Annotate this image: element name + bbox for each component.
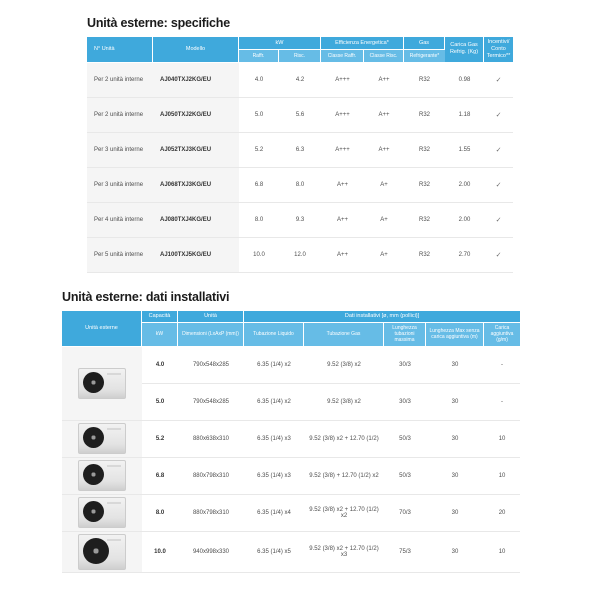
cell-max-no-charge: 30 xyxy=(426,347,484,384)
cell-dimensions: 790x548x285 xyxy=(178,347,244,384)
table-row xyxy=(62,495,520,532)
cell-model: AJ080TXJ4KG/EU xyxy=(153,203,239,238)
cell-units: Per 2 unità interne xyxy=(87,98,153,133)
cell-gas: R32 xyxy=(404,238,445,273)
cell-gas: R32 xyxy=(404,203,445,238)
cell-units: Per 5 unità interne xyxy=(87,238,153,273)
cell-max-length: 30/3 xyxy=(384,347,426,384)
cell-class-cool: A++ xyxy=(321,203,364,238)
cell-extra-charge: - xyxy=(484,347,520,384)
column-header-install-group: Dati installativi [ø, mm (pollici)] xyxy=(244,311,520,323)
table-row xyxy=(87,238,513,273)
cell-class-cool: A+++ xyxy=(321,133,364,168)
table-row xyxy=(87,98,513,133)
column-header-kw: kW xyxy=(239,37,321,50)
cell-gas: R32 xyxy=(404,63,445,98)
column-header-outdoor-unit: Unità esterne xyxy=(62,311,142,347)
cell-class-cool: A+++ xyxy=(321,98,364,133)
outdoor-unit-image xyxy=(78,423,126,454)
cell-gas-pipe: 9.52 (3/8) x2 + 12.70 (1/2) x3 xyxy=(304,532,384,573)
cell-max-length: 70/3 xyxy=(384,495,426,532)
cell-capacity: 5.2 xyxy=(142,421,178,458)
incentive-check: ✓ xyxy=(484,203,513,238)
table1-title: Unità esterne: specifiche xyxy=(87,16,230,30)
cell-class-cool: A+++ xyxy=(321,63,364,98)
cell-capacity: 8.0 xyxy=(142,495,178,532)
cell-unit-image xyxy=(62,458,142,495)
column-header-extra-charge: Carica aggiuntiva (g/m) xyxy=(484,323,520,347)
column-header-dimensions: Dimensioni (LxAxP (mm)) xyxy=(178,323,244,347)
cell-unit-image xyxy=(62,532,142,573)
column-header-capacity: Capacità xyxy=(142,311,178,323)
cell-unit-image xyxy=(62,347,142,421)
incentive-check: ✓ xyxy=(484,168,513,203)
column-header-gas-pipe: Tubazione Gas xyxy=(304,323,384,347)
column-header-refrigerant: Refrigerante* xyxy=(404,50,445,62)
cell-gas: R32 xyxy=(404,168,445,203)
table2-title: Unità esterne: dati installativi xyxy=(62,290,230,304)
cell-model: AJ100TXJ5KG/EU xyxy=(153,238,239,273)
cell-gas-pipe: 9.52 (3/8) + 12.70 (1/2) x2 xyxy=(304,458,384,495)
table-row xyxy=(87,168,513,203)
fan-icon xyxy=(83,464,104,485)
cell-charge: 2.70 xyxy=(445,238,484,273)
cell-dimensions: 880x638x310 xyxy=(178,421,244,458)
cell-max-length: 30/3 xyxy=(384,384,426,421)
cell-gas-pipe: 9.52 (3/8) x2 + 12.70 (1/2) x2 xyxy=(304,495,384,532)
cell-kw-heat: 8.0 xyxy=(279,168,321,203)
cell-extra-charge: 10 xyxy=(484,458,520,495)
cell-kw-heat: 4.2 xyxy=(279,63,321,98)
cell-class-heat: A+ xyxy=(364,168,404,203)
cell-max-no-charge: 30 xyxy=(426,384,484,421)
cell-liquid-pipe: 6.35 (1/4) x3 xyxy=(244,458,304,495)
cell-kw-cool: 10.0 xyxy=(239,238,279,273)
outdoor-unit-image xyxy=(78,497,126,528)
cell-kw-cool: 5.2 xyxy=(239,133,279,168)
column-header-charge: Carica Gas Refrig. (Kg) xyxy=(445,37,484,63)
cell-gas-pipe: 9.52 (3/8) x2 xyxy=(304,384,384,421)
cell-units: Per 4 unità interne xyxy=(87,203,153,238)
incentive-check: ✓ xyxy=(484,98,513,133)
outdoor-unit-image xyxy=(78,460,126,491)
cell-extra-charge: 20 xyxy=(484,495,520,532)
column-header-unit-group: Unità xyxy=(178,311,244,323)
cell-max-no-charge: 30 xyxy=(426,458,484,495)
table-row xyxy=(62,532,520,573)
table-row xyxy=(87,63,513,98)
cell-dimensions: 940x998x330 xyxy=(178,532,244,573)
incentive-check: ✓ xyxy=(484,133,513,168)
cell-max-no-charge: 30 xyxy=(426,532,484,573)
table-row xyxy=(62,347,520,384)
cell-liquid-pipe: 6.35 (1/4) x2 xyxy=(244,384,304,421)
cell-capacity: 5.0 xyxy=(142,384,178,421)
cell-class-heat: A++ xyxy=(364,133,404,168)
cell-liquid-pipe: 6.35 (1/4) x3 xyxy=(244,421,304,458)
table-dati-installativi xyxy=(62,311,520,573)
cell-kw-heat: 9.3 xyxy=(279,203,321,238)
column-header-class-heat: Classe Risc. xyxy=(364,50,404,62)
cell-charge: 0.98 xyxy=(445,63,484,98)
cell-charge: 1.55 xyxy=(445,133,484,168)
column-header-liquid-pipe: Tubazione Liquido xyxy=(244,323,304,347)
incentive-check: ✓ xyxy=(484,238,513,273)
cell-unit-image xyxy=(62,421,142,458)
column-header-model: Modello xyxy=(153,37,239,63)
cell-gas-pipe: 9.52 (3/8) x2 xyxy=(304,347,384,384)
fan-icon xyxy=(83,538,109,564)
cell-charge: 2.00 xyxy=(445,203,484,238)
column-header-max-length: Lunghezza tubazioni massima xyxy=(384,323,426,347)
cell-capacity: 4.0 xyxy=(142,347,178,384)
column-header-class-cool: Classe Raffr. xyxy=(321,50,364,62)
cell-liquid-pipe: 6.35 (1/4) x4 xyxy=(244,495,304,532)
cell-class-heat: A++ xyxy=(364,98,404,133)
cell-units: Per 3 unità interne xyxy=(87,168,153,203)
cell-dimensions: 790x548x285 xyxy=(178,384,244,421)
table-row xyxy=(62,421,520,458)
cell-gas: R32 xyxy=(404,133,445,168)
cell-dimensions: 880x798x310 xyxy=(178,458,244,495)
cell-units: Per 2 unità interne xyxy=(87,63,153,98)
cell-max-no-charge: 30 xyxy=(426,495,484,532)
cell-unit-image xyxy=(62,495,142,532)
cell-max-no-charge: 30 xyxy=(426,421,484,458)
cell-kw-heat: 5.6 xyxy=(279,98,321,133)
cell-charge: 1.18 xyxy=(445,98,484,133)
cell-class-heat: A+ xyxy=(364,238,404,273)
column-header-cool: Raffr. xyxy=(239,50,279,62)
column-header-max-no-charge: Lunghezza Max senza carica aggiuntiva (m) xyxy=(426,323,484,347)
cell-gas: R32 xyxy=(404,98,445,133)
cell-liquid-pipe: 6.35 (1/4) x2 xyxy=(244,347,304,384)
fan-icon xyxy=(83,501,104,522)
cell-dimensions: 880x798x310 xyxy=(178,495,244,532)
column-header-units: N° Unità xyxy=(87,37,153,63)
cell-max-length: 50/3 xyxy=(384,421,426,458)
cell-class-heat: A++ xyxy=(364,63,404,98)
cell-extra-charge: - xyxy=(484,384,520,421)
column-header-capacity-kw: kW xyxy=(142,323,178,347)
section-specifiche xyxy=(87,16,513,273)
cell-model: AJ068TXJ3KG/EU xyxy=(153,168,239,203)
cell-charge: 2.00 xyxy=(445,168,484,203)
table-row xyxy=(62,458,520,495)
incentive-check: ✓ xyxy=(484,63,513,98)
section-dati-installativi xyxy=(62,290,520,573)
fan-icon xyxy=(83,372,104,393)
cell-class-cool: A++ xyxy=(321,168,364,203)
column-header-efficiency: Efficienza Energetica* xyxy=(321,37,404,50)
outdoor-unit-image xyxy=(78,368,126,399)
table-specifiche xyxy=(87,37,513,273)
column-header-incentives: Incentivi/ Conto Termico** xyxy=(484,37,513,63)
cell-class-cool: A++ xyxy=(321,238,364,273)
column-header-heat: Risc. xyxy=(279,50,321,62)
cell-class-heat: A+ xyxy=(364,203,404,238)
cell-model: AJ050TXJ2KG/EU xyxy=(153,98,239,133)
cell-kw-cool: 6.8 xyxy=(239,168,279,203)
cell-units: Per 3 unità interne xyxy=(87,133,153,168)
cell-model: AJ040TXJ2KG/EU xyxy=(153,63,239,98)
table-row xyxy=(87,203,513,238)
table-row xyxy=(87,133,513,168)
cell-liquid-pipe: 6.35 (1/4) x5 xyxy=(244,532,304,573)
table1-header xyxy=(87,37,513,63)
outdoor-unit-image xyxy=(78,534,126,570)
cell-gas-pipe: 9.52 (3/8) x2 + 12.70 (1/2) xyxy=(304,421,384,458)
cell-kw-cool: 5.0 xyxy=(239,98,279,133)
table2-header xyxy=(62,311,520,347)
fan-icon xyxy=(83,427,104,448)
cell-max-length: 50/3 xyxy=(384,458,426,495)
cell-kw-heat: 12.0 xyxy=(279,238,321,273)
cell-kw-heat: 6.3 xyxy=(279,133,321,168)
column-header-gas: Gas xyxy=(404,37,445,50)
cell-extra-charge: 10 xyxy=(484,421,520,458)
cell-max-length: 75/3 xyxy=(384,532,426,573)
cell-model: AJ052TXJ3KG/EU xyxy=(153,133,239,168)
cell-capacity: 6.8 xyxy=(142,458,178,495)
cell-extra-charge: 10 xyxy=(484,532,520,573)
cell-capacity: 10.0 xyxy=(142,532,178,573)
cell-kw-cool: 4.0 xyxy=(239,63,279,98)
cell-kw-cool: 8.0 xyxy=(239,203,279,238)
